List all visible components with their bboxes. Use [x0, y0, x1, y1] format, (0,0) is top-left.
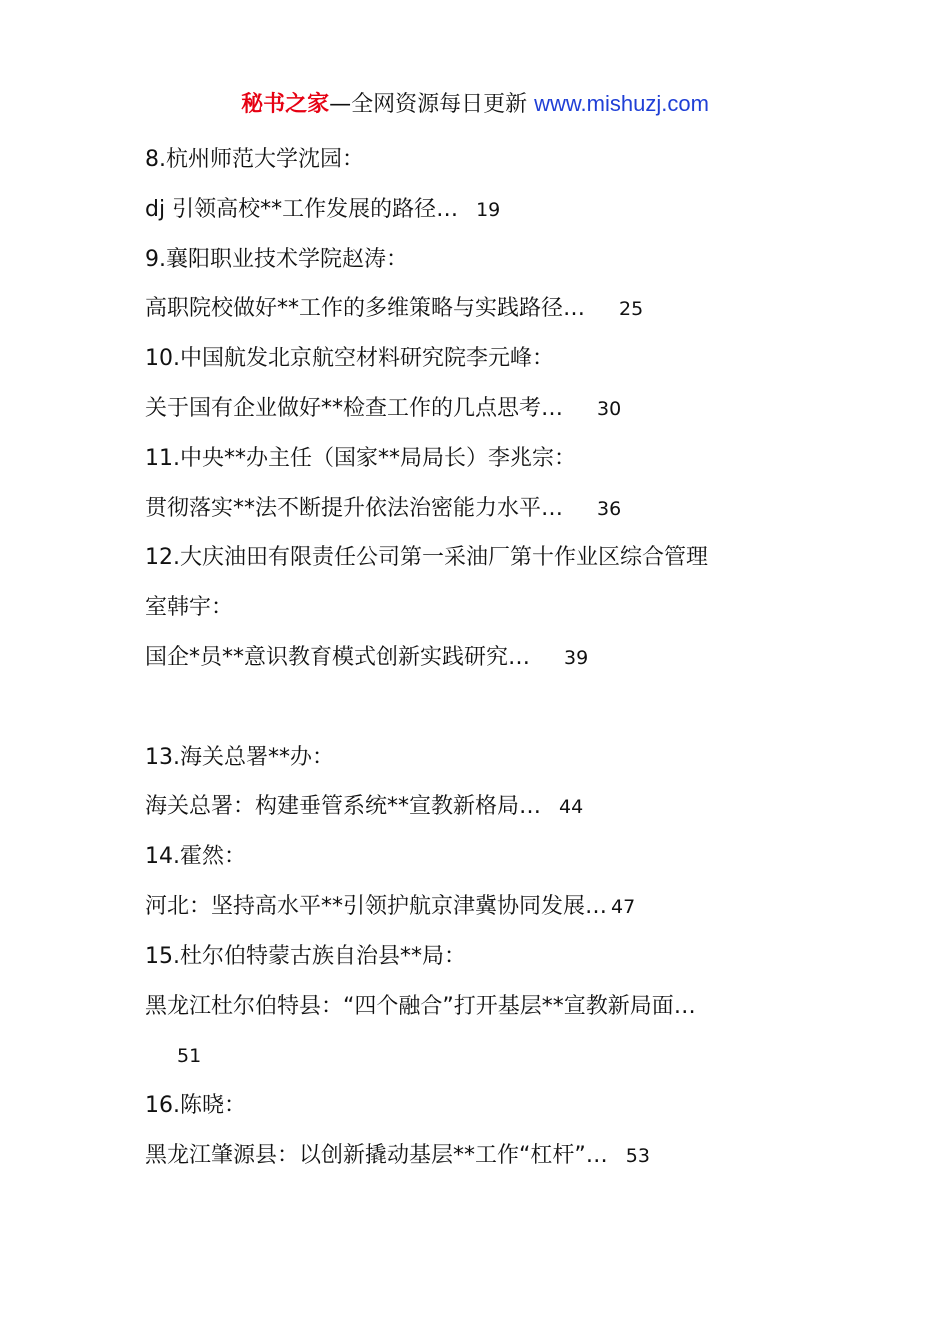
toc-page-number: 39 — [564, 646, 589, 669]
toc-entry-text: 15.杜尔伯特蒙古族自治县**局： — [145, 943, 466, 969]
toc-entry-title[interactable] — [145, 893, 815, 921]
brand-name: 秘书之家 — [241, 92, 330, 117]
toc-entry-text: 14.霍然： — [145, 844, 246, 870]
toc-entry-heading — [145, 345, 815, 373]
header-slogan: —全网资源每日更新 — [329, 92, 535, 117]
table-of-contents — [145, 146, 815, 1192]
toc-page-number: 53 — [625, 1144, 650, 1167]
toc-entry-title[interactable] — [145, 395, 815, 423]
toc-entry-text: 8.杭州师范大学沈园： — [145, 147, 364, 172]
toc-entry-title[interactable] — [145, 295, 815, 323]
toc-entry-text: 关于国有企业做好**检查工作的几点思考… — [145, 395, 564, 421]
toc-page-number: 51 — [177, 1045, 202, 1068]
toc-page-number: 47 — [611, 895, 636, 918]
toc-entry-text: dj 引领高校**工作发展的路径… — [145, 196, 459, 222]
toc-entry-title[interactable] — [145, 1142, 815, 1170]
toc-entry-text: 高职院校做好**工作的多维策略与实践路径… — [145, 296, 586, 322]
toc-entry-text: 室韩宇： — [145, 595, 234, 621]
toc-entry-text: 13.海关总署**办： — [145, 744, 334, 770]
toc-entry-heading — [145, 445, 815, 473]
toc-entry-title[interactable] — [145, 793, 815, 821]
site-url-link[interactable]: www.mishuzj.com — [534, 91, 709, 116]
toc-page-number: 44 — [559, 796, 584, 819]
toc-entry-heading — [145, 146, 815, 174]
toc-page-number: 25 — [619, 298, 644, 321]
toc-entry-text: 12.大庆油田有限责任公司第一采油厂第十作业区综合管理 — [145, 545, 708, 571]
toc-entry-heading — [145, 744, 815, 772]
toc-entry-heading — [145, 594, 815, 622]
toc-entry-text: 河北：坚持高水平**引领护航京津冀协同发展… — [145, 893, 608, 919]
toc-entry-text: 国企*员**意识教育模式创新实践研究… — [145, 644, 531, 670]
toc-entry-page-continuation — [145, 1042, 815, 1070]
blank-line — [145, 694, 815, 722]
toc-entry-text: 黑龙江杜尔伯特县：“四个融合”打开基层**宣教新局面… — [145, 993, 696, 1019]
toc-page-number: 36 — [597, 497, 622, 520]
toc-entry-text: 16.陈晓： — [145, 1093, 246, 1119]
page-header — [0, 88, 950, 121]
toc-entry-text: 9.襄阳职业技术学院赵涛： — [145, 246, 408, 272]
toc-entry-title[interactable] — [145, 196, 815, 224]
toc-entry-title[interactable] — [145, 644, 815, 672]
toc-entry-text: 贯彻落实**法不断提升依法治密能力水平… — [145, 495, 564, 521]
toc-page-number: 30 — [597, 397, 622, 420]
toc-entry-heading — [145, 943, 815, 971]
toc-entry-heading — [145, 544, 815, 572]
toc-entry-heading — [145, 1092, 815, 1120]
toc-entry-title[interactable] — [145, 495, 815, 523]
toc-entry-title[interactable] — [145, 993, 815, 1021]
toc-entry-heading — [145, 246, 815, 274]
toc-entry-heading — [145, 843, 815, 871]
toc-entry-text: 黑龙江肇源县：以创新撬动基层**工作“杠杆”… — [145, 1142, 608, 1168]
toc-page-number: 19 — [476, 198, 501, 221]
toc-entry-text: 海关总署：构建垂管系统**宣教新格局… — [145, 794, 542, 820]
toc-entry-text: 11.中央**办主任（国家**局局长）李兆宗： — [145, 445, 576, 471]
toc-entry-text: 10.中国航发北京航空材料研究院李元峰： — [145, 346, 554, 372]
